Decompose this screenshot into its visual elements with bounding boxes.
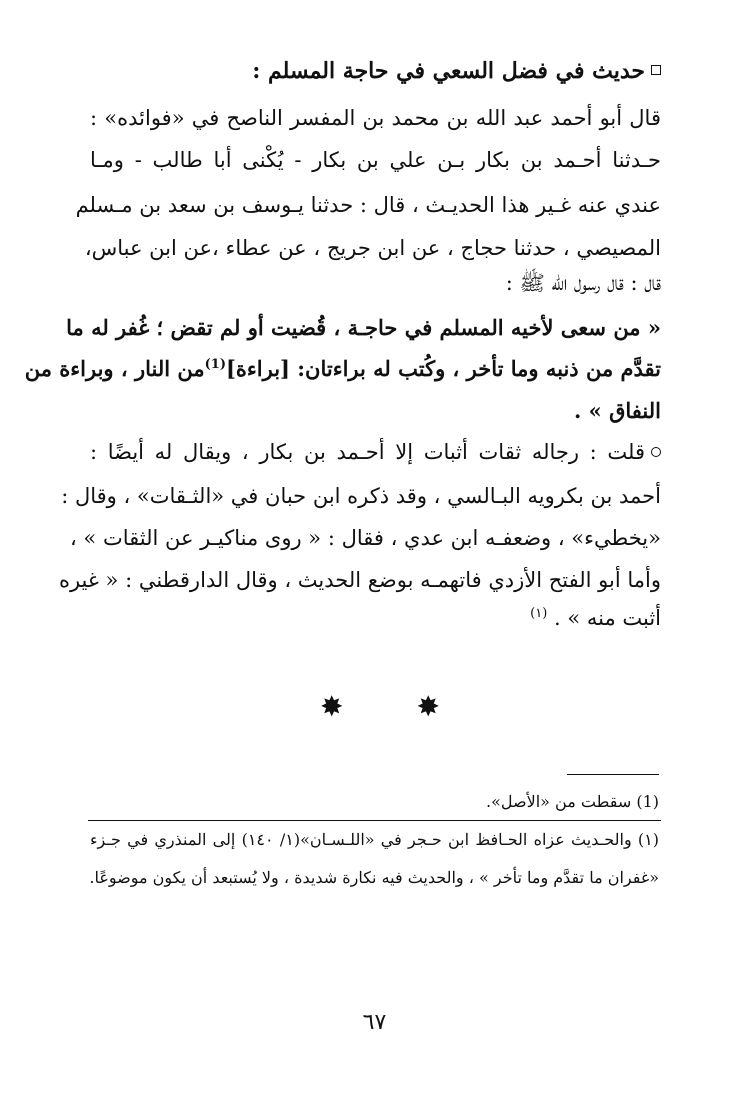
text-line: المصيصي ، حدثنا حجاج ، عن ابن جريج ، عن عطاء ،عن ابن عباس،	[84, 236, 661, 260]
text-line: قال : قال رسول الله ﷺ :	[505, 271, 661, 295]
footnote-line: (١) والحـديث عزاه الحـافظ ابن حـجر في «اللـسـان»(١/ ١٤٠) إلى المنذري في جـزء	[90, 830, 659, 849]
text-line: عندي عنه غـير هذا الحديـث ، قال : حدثنا يـوسف بن سعد بن مـسلم	[75, 193, 661, 217]
heading-text: حديث في فضل السعي في حاجة المسلم :	[252, 58, 645, 84]
circle-bullet-icon	[651, 447, 661, 457]
comment-line: «يخطيء» ، وضعفـه ابن عدي ، فقال : « روى مناكيـر عن الثقات » ،	[69, 526, 661, 550]
footnote-separator	[88, 820, 661, 821]
star-ornament-icon: ✸	[416, 690, 440, 723]
comment-line	[90, 440, 661, 464]
footnote-ref: (١)	[530, 606, 548, 621]
comment-line	[90, 606, 661, 630]
comment-text: أثبت منه » .	[553, 606, 661, 630]
page-number: ٦٧	[362, 1010, 387, 1035]
section-heading	[90, 58, 661, 84]
section-divider	[320, 690, 440, 723]
footnote-line: «غفران ما تقدَّم وما تأخر » ، والحديث فيه نكارة شديدة ، ولا يُستبعد أن يكون موضوعًا.	[89, 868, 659, 887]
text-line: قال أبو أحمد عبد الله بن محمد بن المفسر الناصح في «فوائده» :	[90, 106, 661, 130]
hadith-line: النفاق » .	[574, 398, 661, 423]
comment-line: أحمد بن بكرويه البـالسي ، وقد ذكره ابن حبان في «الثـقات» ، وقال :	[61, 484, 661, 508]
comment-text: قلت : رجاله ثقات أثبات إلا أحـمد بن بكار ، ويقال له أيضًا :	[90, 440, 645, 464]
footnote-top: (1) سقطت من «الأصل».	[486, 792, 659, 811]
text-line: حـدثنا أحـمد بن بكار بـن علي بن بكار - يُكْنى أبا طالب - ومـا	[90, 148, 661, 172]
hadith-line: « من سعى لأخيه المسلم في حاجـة ، قُضيت أو لم تقض ؛ غُفر له ما	[66, 315, 661, 340]
square-bullet-icon	[651, 65, 661, 75]
footnote-ref: (1)	[204, 357, 226, 372]
hadith-text: من النار ، وبراءة من	[24, 356, 205, 381]
star-ornament-icon: ✸	[320, 690, 344, 723]
footnote-rule	[567, 774, 659, 775]
hadith-text: تقدَّم من ذنبه وما تأخر ، وكُتب له براءتان: [براءة]	[225, 356, 661, 381]
comment-line: وأما أبو الفتح الأزدي فاتهمـه بوضع الحديث ، وقال الدارقطني : « غيره	[58, 568, 661, 592]
hadith-line	[24, 356, 661, 381]
